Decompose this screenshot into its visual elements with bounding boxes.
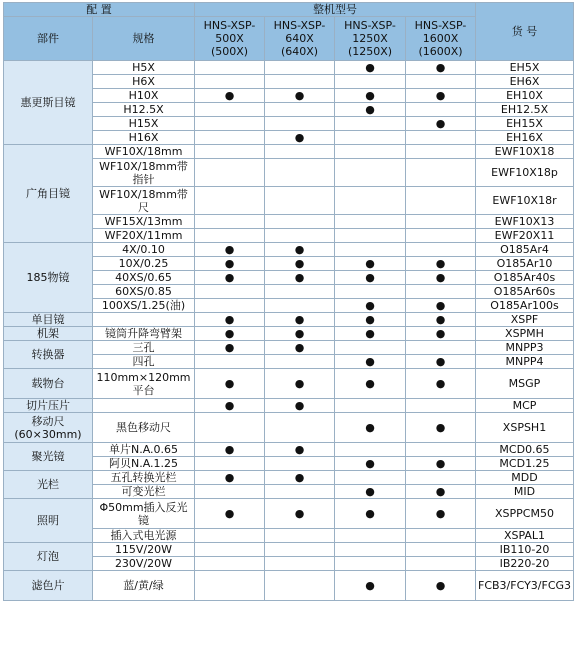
model-cell [335, 257, 406, 271]
spec-cell: 三孔 [93, 341, 195, 355]
item-code: XSPF [476, 313, 574, 327]
model-cell [265, 471, 335, 485]
part-name: 185物镜 [4, 243, 93, 313]
model-cell [335, 457, 406, 471]
model-cell [335, 355, 406, 369]
model-cell [406, 131, 476, 145]
model-cell [195, 299, 265, 313]
item-code: EH10X [476, 89, 574, 103]
model-cell [265, 443, 335, 457]
model-cell [195, 413, 265, 443]
header-code: 货 号 [476, 3, 574, 61]
included-dot-icon: ● [365, 457, 375, 470]
model-cell [335, 285, 406, 299]
included-dot-icon: ● [224, 313, 235, 326]
model-cell [335, 271, 406, 285]
spec-cell: 镜筒升降弯臂架 [93, 327, 195, 341]
model-cell [406, 89, 476, 103]
included-dot-icon: ● [435, 271, 446, 284]
spec-cell: 四孔 [93, 355, 195, 369]
model-cell [195, 103, 265, 117]
included-dot-icon: ● [365, 507, 375, 520]
table-row [4, 145, 574, 159]
model-cell [406, 557, 476, 571]
item-code: O185Ar10 [476, 257, 574, 271]
included-dot-icon: ● [294, 399, 305, 412]
item-code: MCD0.65 [476, 443, 574, 457]
spec-cell: Φ50mm插入反光 镜 [93, 499, 195, 529]
included-dot-icon: ● [224, 341, 235, 354]
spec-cell: H5X [93, 61, 195, 75]
header-config: 配 置 [4, 3, 195, 17]
spec-cell: 蓝/黄/绿 [93, 571, 195, 601]
table-row [4, 543, 574, 557]
item-code: MNPP3 [476, 341, 574, 355]
model-cell [406, 369, 476, 399]
spec-cell: 阿贝N.A.1.25 [93, 457, 195, 471]
model-cell [406, 499, 476, 529]
included-dot-icon: ● [435, 299, 446, 312]
part-name: 切片压片 [4, 399, 93, 413]
model-cell [335, 145, 406, 159]
table-row [4, 499, 574, 529]
item-code: MID [476, 485, 574, 499]
spec-cell: 4X/0.10 [93, 243, 195, 257]
included-dot-icon: ● [294, 89, 305, 102]
model-cell [406, 471, 476, 485]
item-code: FCB3/FCY3/FCG3 [476, 571, 574, 601]
model-cell [335, 571, 406, 601]
model-cell [335, 499, 406, 529]
model-cell [406, 61, 476, 75]
part-name: 光栏 [4, 471, 93, 499]
spec-cell: 插入式电光源 [93, 529, 195, 543]
included-dot-icon: ● [294, 131, 305, 144]
model-cell [265, 313, 335, 327]
item-code: EH15X [476, 117, 574, 131]
model-cell [195, 61, 265, 75]
included-dot-icon: ● [435, 117, 446, 130]
model-cell [265, 399, 335, 413]
spec-cell: WF10X/18mm带 尺 [93, 187, 195, 215]
model-cell [265, 299, 335, 313]
included-dot-icon: ● [435, 61, 446, 74]
model-cell [335, 61, 406, 75]
spec-cell: H15X [93, 117, 195, 131]
model-cell [265, 369, 335, 399]
part-name: 移动尺 (60×30mm) [4, 413, 93, 443]
item-code: EWF10X18 [476, 145, 574, 159]
included-dot-icon: ● [435, 579, 446, 592]
model-cell [265, 215, 335, 229]
item-code: EWF10X18r [476, 187, 574, 215]
model-cell [406, 243, 476, 257]
model-cell [265, 543, 335, 557]
included-dot-icon: ● [294, 443, 305, 456]
spec-cell: H6X [93, 75, 195, 89]
model-cell [265, 61, 335, 75]
item-code: XSPSH1 [476, 413, 574, 443]
included-dot-icon: ● [435, 257, 446, 270]
model-cell [406, 413, 476, 443]
header-model-1250x: HNS-XSP- 1250X (1250X) [335, 17, 406, 61]
table-row [4, 369, 574, 399]
model-cell [406, 399, 476, 413]
model-cell [265, 457, 335, 471]
item-code: EH16X [476, 131, 574, 145]
model-cell [335, 103, 406, 117]
model-cell [195, 131, 265, 145]
header-model-640x: HNS-XSP- 640X (640X) [265, 17, 335, 61]
model-cell [406, 187, 476, 215]
part-name: 照明 [4, 499, 93, 543]
model-cell [265, 229, 335, 243]
model-cell [195, 327, 265, 341]
spec-cell: 可变光栏 [93, 485, 195, 499]
model-cell [335, 243, 406, 257]
header-row-top [4, 3, 574, 17]
model-cell [335, 117, 406, 131]
model-cell [195, 499, 265, 529]
included-dot-icon: ● [224, 257, 235, 270]
table-row [4, 471, 574, 485]
model-cell [335, 485, 406, 499]
header-model-1600x: HNS-XSP- 1600X (1600X) [406, 17, 476, 61]
model-cell [406, 145, 476, 159]
model-cell [335, 369, 406, 399]
included-dot-icon: ● [294, 257, 305, 270]
included-dot-icon: ● [435, 89, 446, 102]
model-cell [335, 187, 406, 215]
item-code: MDD [476, 471, 574, 485]
included-dot-icon: ● [294, 327, 305, 340]
model-cell [335, 131, 406, 145]
model-cell [406, 215, 476, 229]
model-cell [406, 485, 476, 499]
item-code: IB110-20 [476, 543, 574, 557]
spec-cell: 40XS/0.65 [93, 271, 195, 285]
included-dot-icon: ● [365, 271, 375, 284]
model-cell [335, 313, 406, 327]
table-row [4, 243, 574, 257]
model-cell [335, 341, 406, 355]
model-cell [265, 341, 335, 355]
model-cell [195, 485, 265, 499]
included-dot-icon: ● [435, 327, 446, 340]
model-cell [335, 471, 406, 485]
model-cell [406, 341, 476, 355]
model-cell [406, 543, 476, 557]
model-cell [406, 257, 476, 271]
model-cell [195, 243, 265, 257]
spec-cell: 五孔转换光栏 [93, 471, 195, 485]
part-name: 单目镜 [4, 313, 93, 327]
model-cell [265, 499, 335, 529]
item-code: MCD1.25 [476, 457, 574, 471]
model-cell [406, 117, 476, 131]
model-cell [265, 285, 335, 299]
model-cell [195, 159, 265, 187]
included-dot-icon: ● [224, 507, 235, 520]
included-dot-icon: ● [365, 579, 375, 592]
model-cell [195, 399, 265, 413]
item-code: IB220-20 [476, 557, 574, 571]
item-code: MCP [476, 399, 574, 413]
included-dot-icon: ● [224, 327, 235, 340]
model-cell [406, 313, 476, 327]
table-row [4, 61, 574, 75]
spec-cell: 10X/0.25 [93, 257, 195, 271]
part-name: 灯泡 [4, 543, 93, 571]
item-code: XSPMH [476, 327, 574, 341]
spec-cell: H10X [93, 89, 195, 103]
table-row [4, 341, 574, 355]
spec-cell: WF10X/18mm [93, 145, 195, 159]
included-dot-icon: ● [294, 341, 305, 354]
model-cell [406, 355, 476, 369]
model-cell [265, 257, 335, 271]
item-code: EH5X [476, 61, 574, 75]
model-cell [265, 159, 335, 187]
model-cell [195, 369, 265, 399]
model-cell [335, 327, 406, 341]
spec-cell: 60XS/0.85 [93, 285, 195, 299]
model-cell [335, 75, 406, 89]
included-dot-icon: ● [365, 377, 375, 390]
header-part: 部件 [4, 17, 93, 61]
spec-cell: WF20X/11mm [93, 229, 195, 243]
model-cell [265, 529, 335, 543]
included-dot-icon: ● [365, 313, 375, 326]
model-cell [265, 243, 335, 257]
item-code: EWF10X13 [476, 215, 574, 229]
table-row [4, 443, 574, 457]
included-dot-icon: ● [294, 243, 305, 256]
part-name: 聚光镜 [4, 443, 93, 471]
part-name: 转换器 [4, 341, 93, 369]
model-cell [406, 299, 476, 313]
spec-cell: 230V/20W [93, 557, 195, 571]
model-cell [335, 89, 406, 103]
model-cell [335, 399, 406, 413]
item-code: EWF20X11 [476, 229, 574, 243]
item-code: O185Ar4 [476, 243, 574, 257]
model-cell [406, 443, 476, 457]
model-cell [265, 145, 335, 159]
included-dot-icon: ● [365, 103, 375, 116]
included-dot-icon: ● [365, 421, 375, 434]
table-row [4, 313, 574, 327]
table-row [4, 399, 574, 413]
model-cell [265, 131, 335, 145]
included-dot-icon: ● [365, 89, 375, 102]
model-cell [195, 529, 265, 543]
item-code: EWF10X18p [476, 159, 574, 187]
header-model: 整机型号 [195, 3, 476, 17]
model-cell [335, 443, 406, 457]
model-cell [335, 557, 406, 571]
table-row [4, 413, 574, 443]
model-cell [335, 543, 406, 557]
model-cell [195, 229, 265, 243]
included-dot-icon: ● [365, 485, 375, 498]
model-cell [335, 159, 406, 187]
included-dot-icon: ● [294, 271, 305, 284]
model-cell [195, 75, 265, 89]
model-cell [195, 571, 265, 601]
header-spec: 规格 [93, 17, 195, 61]
model-cell [195, 271, 265, 285]
model-cell [195, 557, 265, 571]
configuration-table [3, 2, 574, 601]
part-name: 广角目镜 [4, 145, 93, 243]
included-dot-icon: ● [435, 457, 446, 470]
included-dot-icon: ● [224, 243, 235, 256]
spec-cell: 单片N.A.0.65 [93, 443, 195, 457]
included-dot-icon: ● [365, 61, 375, 74]
model-cell [335, 215, 406, 229]
part-name: 惠更斯目镜 [4, 61, 93, 145]
item-code: O185Ar100s [476, 299, 574, 313]
model-cell [335, 299, 406, 313]
spec-cell [93, 313, 195, 327]
table-row [4, 571, 574, 601]
included-dot-icon: ● [365, 327, 375, 340]
included-dot-icon: ● [294, 507, 305, 520]
included-dot-icon: ● [224, 377, 235, 390]
model-cell [406, 457, 476, 471]
model-cell [195, 443, 265, 457]
model-cell [406, 159, 476, 187]
included-dot-icon: ● [224, 443, 235, 456]
model-cell [406, 271, 476, 285]
included-dot-icon: ● [435, 421, 446, 434]
model-cell [265, 103, 335, 117]
included-dot-icon: ● [365, 257, 375, 270]
header-model-500x: HNS-XSP- 500X (500X) [195, 17, 265, 61]
spec-cell: H16X [93, 131, 195, 145]
spec-cell: H12.5X [93, 103, 195, 117]
model-cell [195, 215, 265, 229]
model-cell [195, 313, 265, 327]
model-cell [406, 229, 476, 243]
included-dot-icon: ● [224, 89, 235, 102]
item-code: MSGP [476, 369, 574, 399]
included-dot-icon: ● [224, 271, 235, 284]
model-cell [195, 187, 265, 215]
included-dot-icon: ● [365, 299, 375, 312]
model-cell [195, 145, 265, 159]
item-code: EH6X [476, 75, 574, 89]
model-cell [265, 271, 335, 285]
model-cell [335, 229, 406, 243]
spec-cell: 100XS/1.25(油) [93, 299, 195, 313]
model-cell [195, 285, 265, 299]
model-cell [195, 117, 265, 131]
table-row [4, 327, 574, 341]
model-cell [406, 529, 476, 543]
model-cell [195, 457, 265, 471]
model-cell [265, 89, 335, 103]
model-cell [406, 75, 476, 89]
model-cell [195, 341, 265, 355]
model-cell [195, 543, 265, 557]
model-cell [406, 285, 476, 299]
model-cell [265, 557, 335, 571]
item-code: XSPPCM50 [476, 499, 574, 529]
model-cell [406, 327, 476, 341]
model-cell [406, 103, 476, 117]
model-cell [335, 413, 406, 443]
model-cell [335, 529, 406, 543]
model-cell [195, 257, 265, 271]
included-dot-icon: ● [294, 377, 305, 390]
spec-cell: WF10X/18mm带 指针 [93, 159, 195, 187]
model-cell [265, 327, 335, 341]
spec-cell: WF15X/13mm [93, 215, 195, 229]
item-code: O185Ar40s [476, 271, 574, 285]
model-cell [406, 571, 476, 601]
included-dot-icon: ● [435, 377, 446, 390]
item-code: O185Ar60s [476, 285, 574, 299]
model-cell [195, 89, 265, 103]
model-cell [265, 187, 335, 215]
included-dot-icon: ● [224, 399, 235, 412]
spec-cell: 110mm×120mm 平台 [93, 369, 195, 399]
model-cell [195, 471, 265, 485]
included-dot-icon: ● [294, 471, 305, 484]
model-cell [265, 413, 335, 443]
included-dot-icon: ● [435, 355, 446, 368]
included-dot-icon: ● [435, 507, 446, 520]
model-cell [265, 571, 335, 601]
included-dot-icon: ● [435, 313, 446, 326]
included-dot-icon: ● [365, 355, 375, 368]
part-name: 滤色片 [4, 571, 93, 601]
part-name: 机架 [4, 327, 93, 341]
included-dot-icon: ● [294, 313, 305, 326]
item-code: XSPAL1 [476, 529, 574, 543]
spec-cell [93, 399, 195, 413]
part-name: 载物台 [4, 369, 93, 399]
model-cell [265, 485, 335, 499]
model-cell [265, 117, 335, 131]
model-cell [265, 355, 335, 369]
model-cell [265, 75, 335, 89]
item-code: MNPP4 [476, 355, 574, 369]
spec-cell: 115V/20W [93, 543, 195, 557]
item-code: EH12.5X [476, 103, 574, 117]
model-cell [195, 355, 265, 369]
included-dot-icon: ● [224, 471, 235, 484]
spec-cell: 黑色移动尺 [93, 413, 195, 443]
included-dot-icon: ● [435, 485, 446, 498]
